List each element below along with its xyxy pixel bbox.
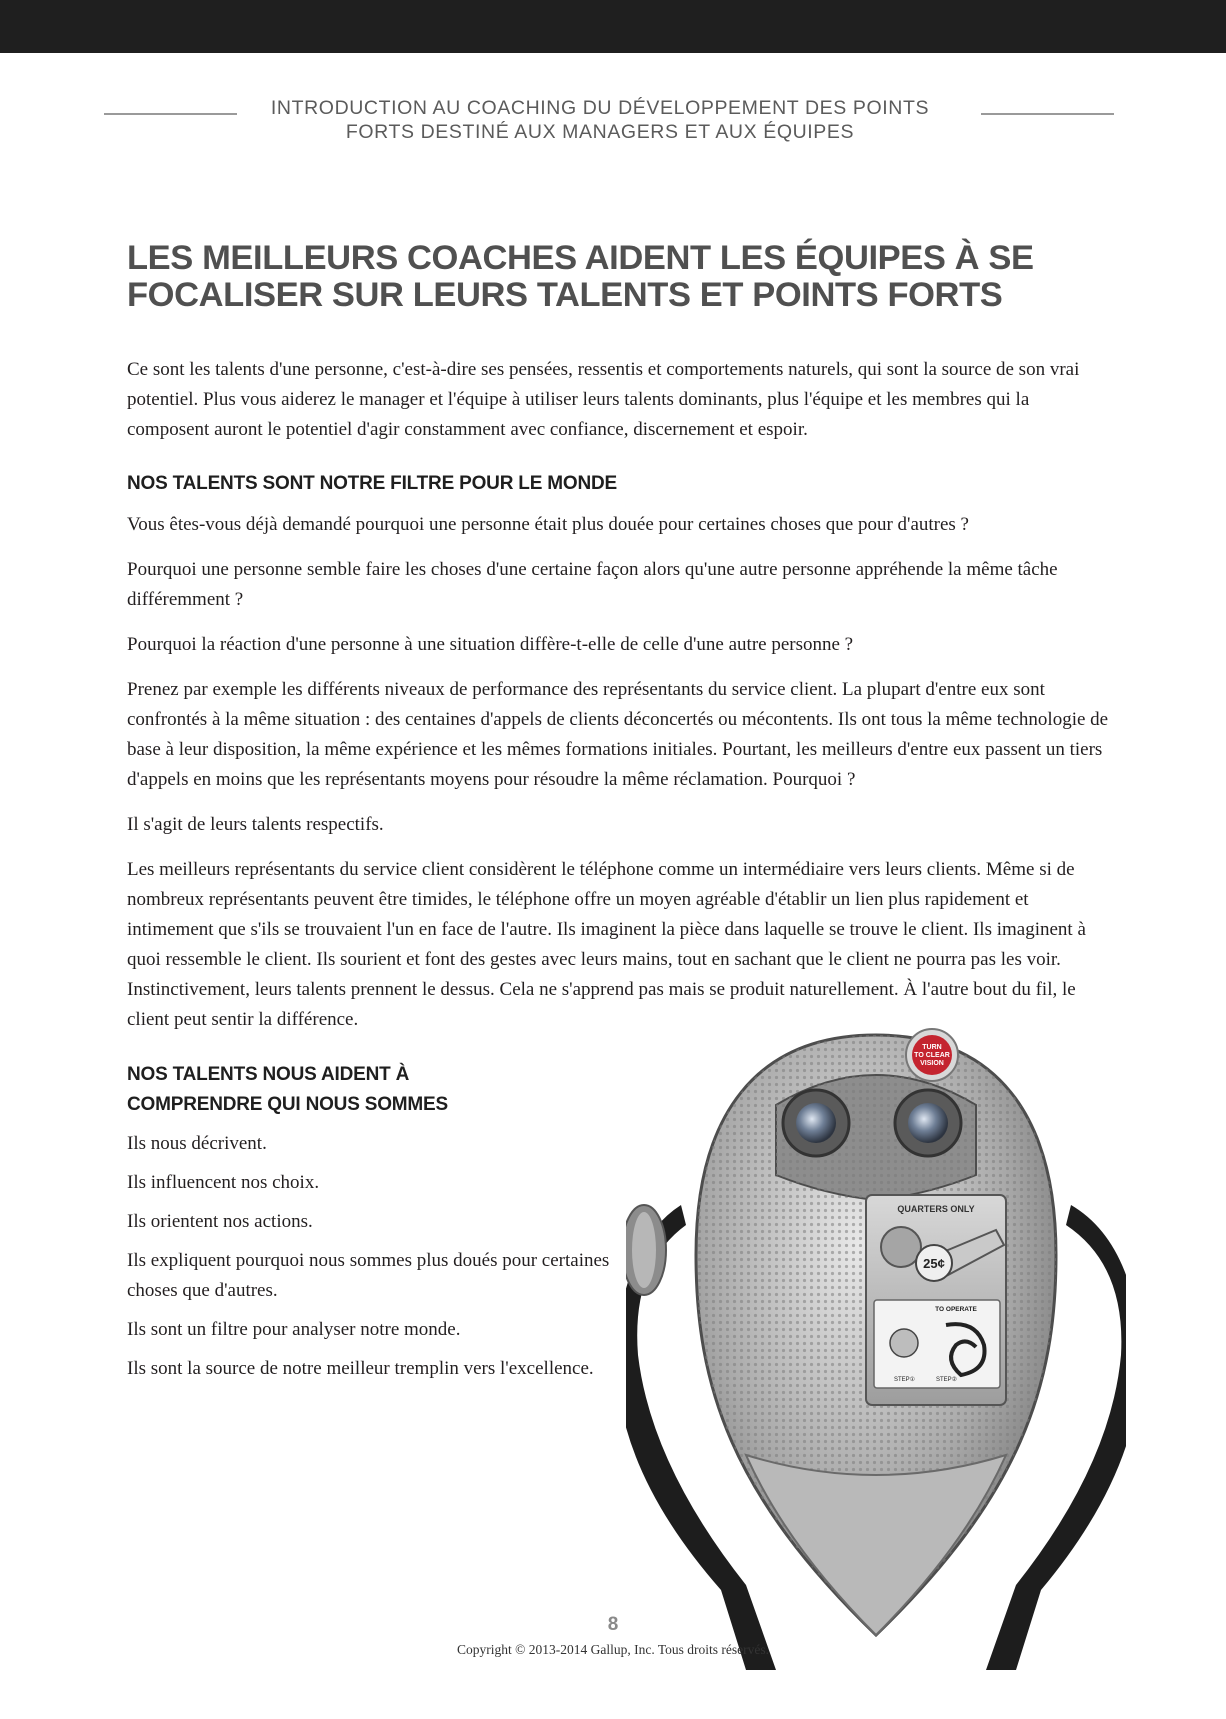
section2-item: Ils orientent nos actions. [127, 1211, 313, 1232]
page-title: LES MEILLEURS COACHES AIDENT LES ÉQUIPES À SE FOCALISER SUR LEURS TALENTS ET POINTS FORTS [127, 239, 1034, 314]
copyright: Copyright © 2013-2014 Gallup, Inc. Tous droits réservés. [456, 1642, 770, 1657]
right-lens [908, 1103, 948, 1143]
section1-paragraph: Pourquoi une personne semble faire les choses d'une certaine façon alors qu'une autre personne appréhende la même tâche différemment ? [127, 559, 1058, 610]
section2-list [127, 1129, 647, 1393]
step1-label: STEP① [894, 1377, 916, 1383]
section1-paragraph: Vous êtes-vous déjà demandé pourquoi une personne était plus douée pour certaines choses que pour d'autres ? [127, 514, 969, 535]
badge-text: TO CLEAR [914, 1052, 950, 1059]
section1-body [127, 510, 1112, 1050]
quarters-label: QUARTERS ONLY [897, 1204, 975, 1214]
section2-item: Ils sont un filtre pour analyser notre monde. [127, 1319, 461, 1340]
operate-label: TO OPERATE [935, 1306, 977, 1313]
section1-paragraph: Il s'agit de leurs talents respectifs. [127, 814, 384, 835]
coin-illustration [890, 1329, 918, 1357]
section1-heading: NOS TALENTS SONT NOTRE FILTRE POUR LE MONDE [127, 473, 617, 494]
badge-text: VISION [920, 1060, 944, 1067]
section1-paragraph: Pourquoi la réaction d'une personne à une situation diffère-t-elle de celle d'une autre personne ? [127, 634, 854, 655]
section2-item: Ils influencent nos choix. [127, 1172, 320, 1193]
coin-label: 25¢ [923, 1256, 945, 1271]
running-title: INTRODUCTION AU COACHING DU DÉVELOPPEMENT DES POINTS FORTS DESTINÉ AUX MANAGERS ET AUX ÉQUIPES [270, 97, 930, 143]
section2-heading: NOS TALENTS NOUS AIDENT À COMPRENDRE QUI NOUS SOMMES [127, 1064, 448, 1115]
step2-label: STEP② [936, 1377, 958, 1383]
header-rule-left [104, 113, 237, 115]
running-header [100, 96, 1126, 148]
page-number: 8 [607, 1614, 619, 1635]
top-bar [0, 0, 1226, 53]
left-lens [796, 1103, 836, 1143]
section2-item: Ils nous décrivent. [127, 1133, 267, 1154]
body-bottom-band [746, 1455, 1006, 1635]
intro-paragraph: Ce sont les talents d'une personne, c'est-à-dire ses pensées, ressentis et comportements naturels, qui sont la source de son vrai potentiel. Plus vous aiderez le manager et l'équipe à utiliser leurs talents dominants, plus l'équipe et les membres qui la composent auront le potentiel d'agir constamment avec confiance, discernement et espoir. [127, 359, 1080, 440]
header-rule-right [981, 113, 1114, 115]
coin-operated-binoculars-image [626, 1025, 1126, 1670]
section2-item: Ils expliquent pourquoi nous sommes plus doués pour certaines choses que d'autres. [127, 1250, 610, 1301]
section1-paragraph: Prenez par exemple les différents niveaux de performance des représentants du service client. La plupart d'entre eux sont confrontés à la même situation : des centaines d'appels de clients déconcertés ou mécontents. Ils ont tous la même technologie de base à leur disposition, la même expérience et les mêmes formations initiales. Pourtant, les meilleurs d'entre eux passent un tiers d'appels en moins que les représentants moyens pour résoudre la même réclamation. Pourquoi ? [127, 679, 1109, 790]
coin-slot-circle [881, 1227, 921, 1267]
badge-text: TURN [922, 1044, 942, 1051]
section1-paragraph: Les meilleurs représentants du service client considèrent le téléphone comme un intermédiaire vers leurs clients. Même si de nombreux représentants peuvent être timides, le téléphone offre un moyen agréable d'établir un lien plus rapidement et intimement que s'ils se trouvaient l'un en face de l'autre. Ils imaginent la pièce dans laquelle se trouve le client. Ils imaginent à quoi ressemble le client. Ils sourient et font des gestes avec leurs mains, tout en sachant que le client ne pourra pas les voir. Instinctivement, leurs talents prennent le dessus. Cela ne s'apprend pas mais se produit naturellement. À l'autre bout du fil, le client peut sentir la différence. [127, 859, 1086, 1030]
section2-item: Ils sont la source de notre meilleur tremplin vers l'excellence. [127, 1358, 594, 1379]
